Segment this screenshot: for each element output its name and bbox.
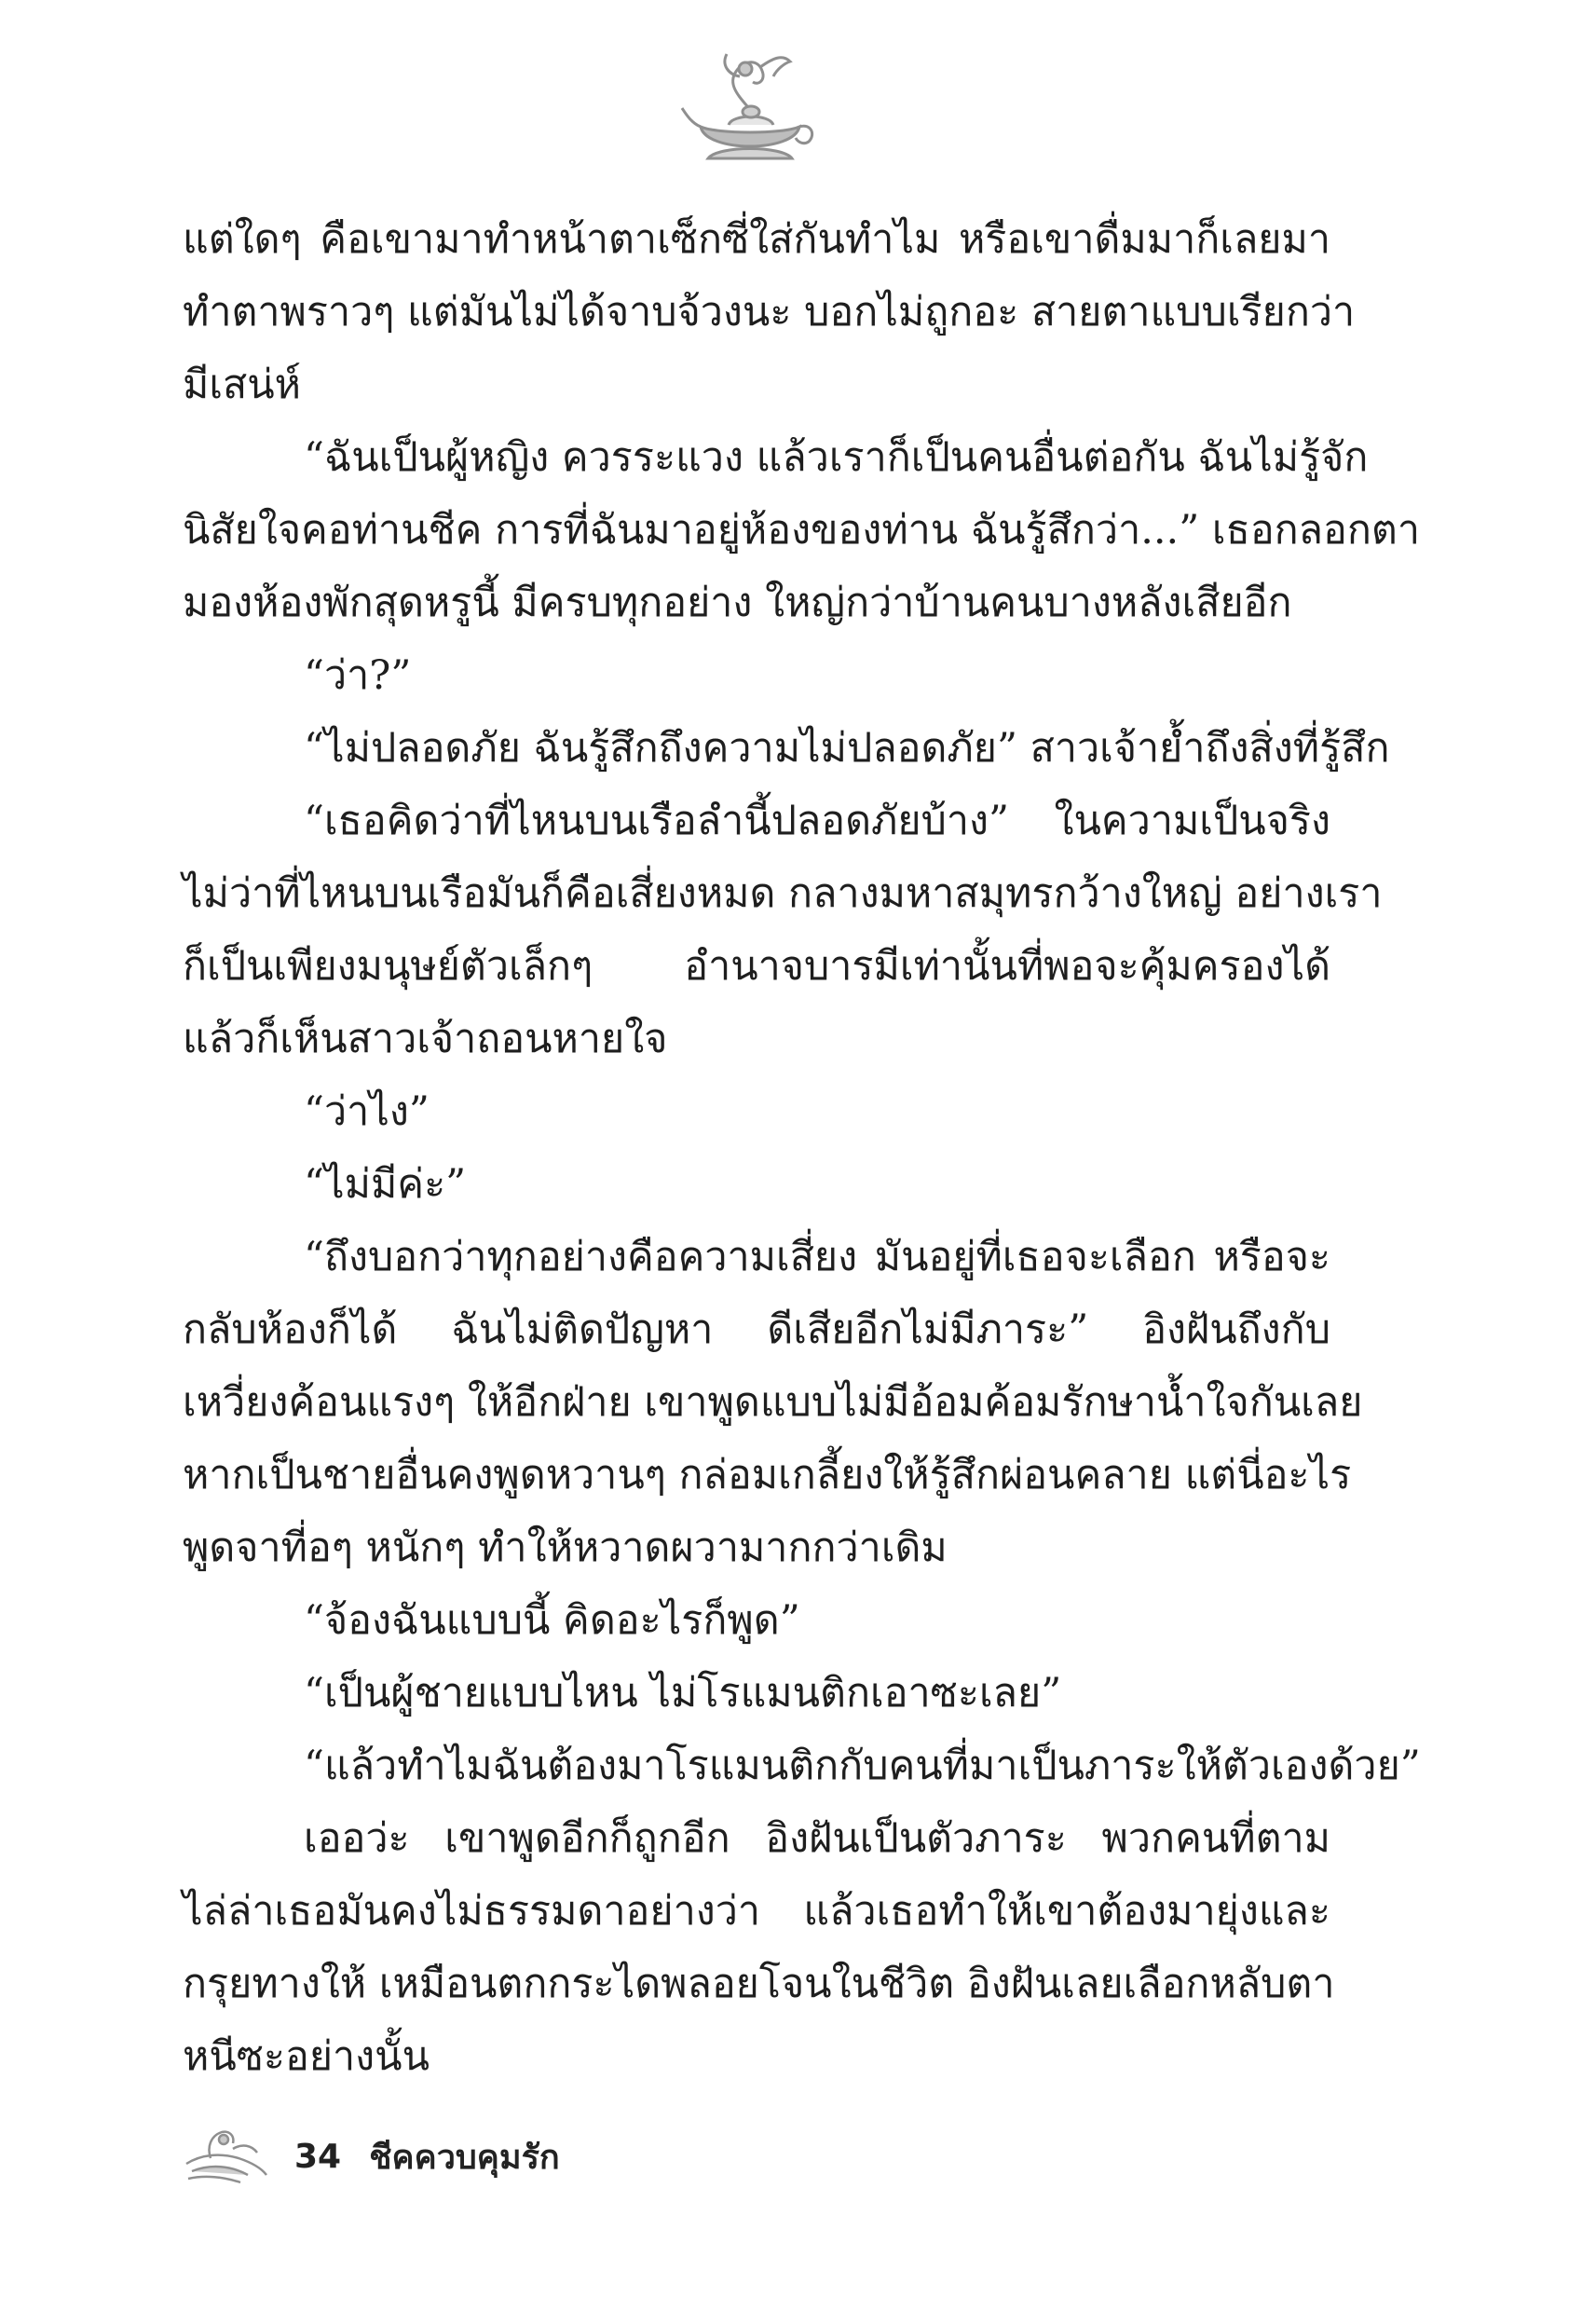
text-line-12: แล้วก็เห็นสาวเจ้าถอนหายใจ [183, 1016, 668, 1062]
text-line-1: แต่ใดๆ คือเขามาทำหน้าตาเซ็กซี่ใส่กันทำไม หรือเขาดื่มมาก็เลยมา [183, 216, 1330, 263]
text-line-3: มีเสน่ห์ [183, 362, 302, 408]
text-line-17: เหวี่ยงค้อนแรงๆ ให้อีกฝ่าย เขาพูดแบบไม่มีอ้อมค้อมรักษาน้ำใจกันเลย [183, 1379, 1363, 1426]
page-number: 34 [294, 2137, 342, 2176]
text-line-11: ก็เป็นเพียงมนุษย์ตัวเล็กๆ อำนาจบารมีเท่านั้นที่พอจะคุ้มครองได้ [183, 943, 1330, 990]
text-line-23: เออว่ะ เขาพูดอีกก็ถูกอีก อิงฝันเป็นตัวภาระ พวกคนที่ตาม [304, 1815, 1330, 1862]
text-line-25: กรุยทางให้ เหมือนตกกระไดพลอยโจนในชีวิต อิงฝันเลยเลือกหลับตา [183, 1961, 1335, 2007]
text-line-5: นิสัยใจคอท่านชีค การที่ฉันมาอยู่ห้องของท่าน ฉันรู้สึกว่า...” เธอกลอกตา [183, 507, 1420, 554]
text-line-16: กลับห้องก็ได้ ฉันไม่ติดปัญหา ดีเสียอีกไม่มีภาระ” อิงฝันถึงกับ [183, 1306, 1330, 1353]
text-line-21: “เป็นผู้ชายแบบไหน ไม่โรแมนติกเอาซะเลย” [304, 1670, 1062, 1716]
genie-footer-ornament-icon [183, 2126, 268, 2186]
text-line-20: “จ้องฉันแบบนี้ คิดอะไรก็พูด” [304, 1597, 800, 1644]
text-line-8: “ไม่ปลอดภัย ฉันรู้สึกถึงความไม่ปลอดภัย” สาวเจ้าย้ำถึงสิ่งที่รู้สึก [304, 725, 1390, 772]
genie-lamp-ornament-icon [680, 48, 820, 170]
text-line-18: หากเป็นชายอื่นคงพูดหวานๆ กล่อมเกลี้ยงให้รู้สึกผ่อนคลาย แต่นี่อะไร [183, 1452, 1352, 1498]
text-line-10: ไม่ว่าที่ไหนบนเรือมันก็คือเสี่ยงหมด กลางมหาสมุทรกว้างใหญ่ อย่างเรา [183, 870, 1383, 917]
text-line-15: “ถึงบอกว่าทุกอย่างคือความเสี่ยง มันอยู่ที่เธอจะเลือก หรือจะ [304, 1234, 1330, 1280]
text-line-9: “เธอคิดว่าที่ไหนบนเรือลำนี้ปลอดภัยบ้าง” ในความเป็นจริง [304, 798, 1330, 844]
text-line-26: หนีซะอย่างนั้น [183, 2033, 430, 2080]
text-line-19: พูดจาที่อๆ หนักๆ ทำให้หวาดผวามากกว่าเดิม [183, 1525, 948, 1571]
text-line-7: “ว่า?” [304, 652, 412, 699]
text-line-14: “ไม่มีค่ะ” [304, 1161, 467, 1208]
body-text [183, 203, 1421, 2093]
text-line-2: ทำตาพราวๆ แต่มันไม่ได้จาบจ้วงนะ บอกไม่ถูกอะ สายตาแบบเรียกว่า [183, 289, 1356, 335]
text-line-24: ไล่ล่าเธอมันคงไม่ธรรมดาอย่างว่า แล้วเธอทำให้เขาต้องมายุ่งและ [183, 1888, 1330, 1935]
book-title: ชีคควบคุมรัก [369, 2138, 560, 2177]
text-line-6: มองห้องพักสุดหรูนี้ มีครบทุกอย่าง ใหญ่กว่าบ้านคนบางหลังเสียอีก [183, 580, 1292, 626]
text-line-22: “แล้วทำไมฉันต้องมาโรแมนติกกับคนที่มาเป็นภาระให้ตัวเองด้วย” [304, 1743, 1421, 1789]
text-line-4: “ฉันเป็นผู้หญิง ควรระแวง แล้วเราก็เป็นคนอื่นต่อกัน ฉันไม่รู้จัก [304, 434, 1369, 481]
page-footer [183, 2126, 560, 2186]
text-line-13: “ว่าไง” [304, 1088, 430, 1135]
